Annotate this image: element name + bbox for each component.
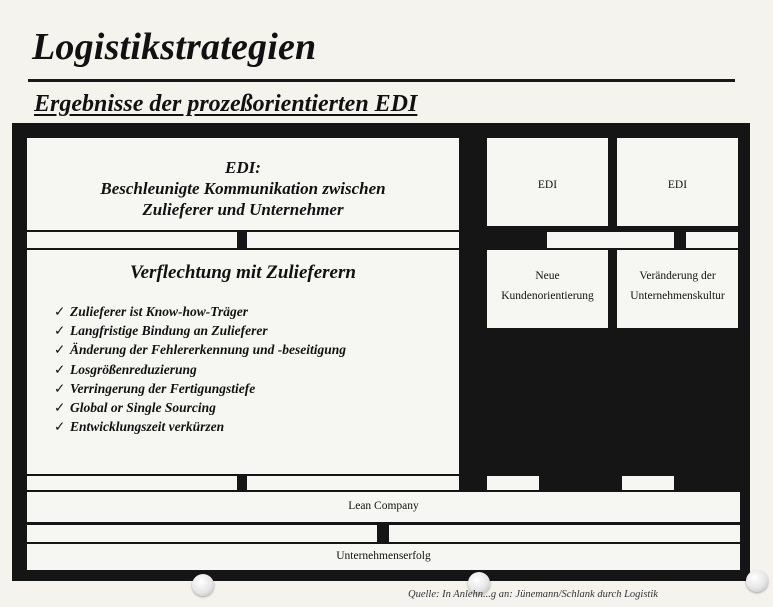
checkmark-icon: ✓ bbox=[54, 361, 66, 377]
checkmark-icon: ✓ bbox=[54, 419, 66, 435]
connector-strip bbox=[247, 476, 459, 490]
list-item-label: Global or Single Sourcing bbox=[70, 400, 216, 416]
unternehmenskultur-line-2: Unternehmenskultur bbox=[630, 290, 725, 302]
list-item-label: Langfristige Bindung an Zulieferer bbox=[70, 323, 268, 339]
connector-strip bbox=[27, 232, 237, 248]
pushpin-icon bbox=[746, 570, 768, 592]
kundenorientierung-line-1: Neue bbox=[535, 270, 560, 282]
list-item bbox=[54, 360, 346, 379]
checkmark-icon: ✓ bbox=[54, 400, 66, 416]
verflechtung-list bbox=[54, 302, 346, 436]
source-caption: Quelle: In Anlehn...g an: Jünemann/Schlank durch Logistik bbox=[408, 589, 658, 600]
list-item bbox=[54, 417, 346, 436]
list-item bbox=[54, 321, 346, 340]
kundenorientierung-text bbox=[487, 266, 608, 306]
title-divider bbox=[28, 79, 735, 82]
checkmark-icon: ✓ bbox=[54, 323, 66, 339]
checkmark-icon: ✓ bbox=[54, 380, 66, 396]
pushpin-icon bbox=[192, 574, 214, 596]
list-item-label: Zulieferer ist Know-how-Träger bbox=[70, 304, 249, 319]
connector-strip bbox=[487, 476, 539, 490]
list-item bbox=[54, 379, 346, 398]
list-item-label: Entwicklungszeit verkürzen bbox=[70, 419, 225, 435]
list-item-label: Änderung der Fehlererkennung und -beseitigung bbox=[70, 342, 347, 358]
page-subtitle: Ergebnisse der prozeßorientierten EDI bbox=[34, 91, 418, 117]
connector-strip bbox=[622, 476, 674, 490]
kundenorientierung-line-2: Kundenorientierung bbox=[501, 290, 594, 302]
connector-strip bbox=[547, 232, 674, 248]
unternehmenskultur-line-1: Veränderung der bbox=[639, 270, 716, 282]
lean-company-label: Lean Company bbox=[348, 500, 419, 512]
edi-box-right-label: EDI bbox=[667, 179, 688, 191]
list-item-label: Verringerung der Fertigungstiefe bbox=[70, 380, 256, 396]
list-item bbox=[54, 398, 346, 417]
checkmark-icon: ✓ bbox=[54, 304, 66, 319]
connector-strip bbox=[389, 525, 740, 542]
checkmark-icon: ✓ bbox=[54, 342, 66, 358]
unternehmenserfolg-label: Unternehmenserfolg bbox=[336, 550, 431, 562]
edi-communication-line-2: Beschleunigte Kommunikation zwischen bbox=[100, 179, 386, 198]
connector-strip bbox=[27, 525, 377, 542]
page-title: Logistikstrategien bbox=[32, 26, 317, 68]
unternehmenskultur-text bbox=[617, 266, 738, 306]
edi-box-left-label: EDI bbox=[537, 179, 558, 191]
edi-communication-text bbox=[27, 157, 459, 220]
verflechtung-heading: Verflechtung mit Zulieferern bbox=[130, 262, 356, 283]
connector-strip bbox=[27, 476, 237, 490]
connector-strip bbox=[686, 232, 738, 248]
edi-communication-line-1: EDI: bbox=[225, 158, 261, 177]
list-item bbox=[54, 340, 346, 359]
list-item-label: Losgrößenreduzierung bbox=[70, 361, 197, 377]
list-item bbox=[54, 302, 346, 321]
connector-strip bbox=[247, 232, 459, 248]
edi-communication-line-3: Zulieferer und Unternehmer bbox=[142, 200, 344, 219]
